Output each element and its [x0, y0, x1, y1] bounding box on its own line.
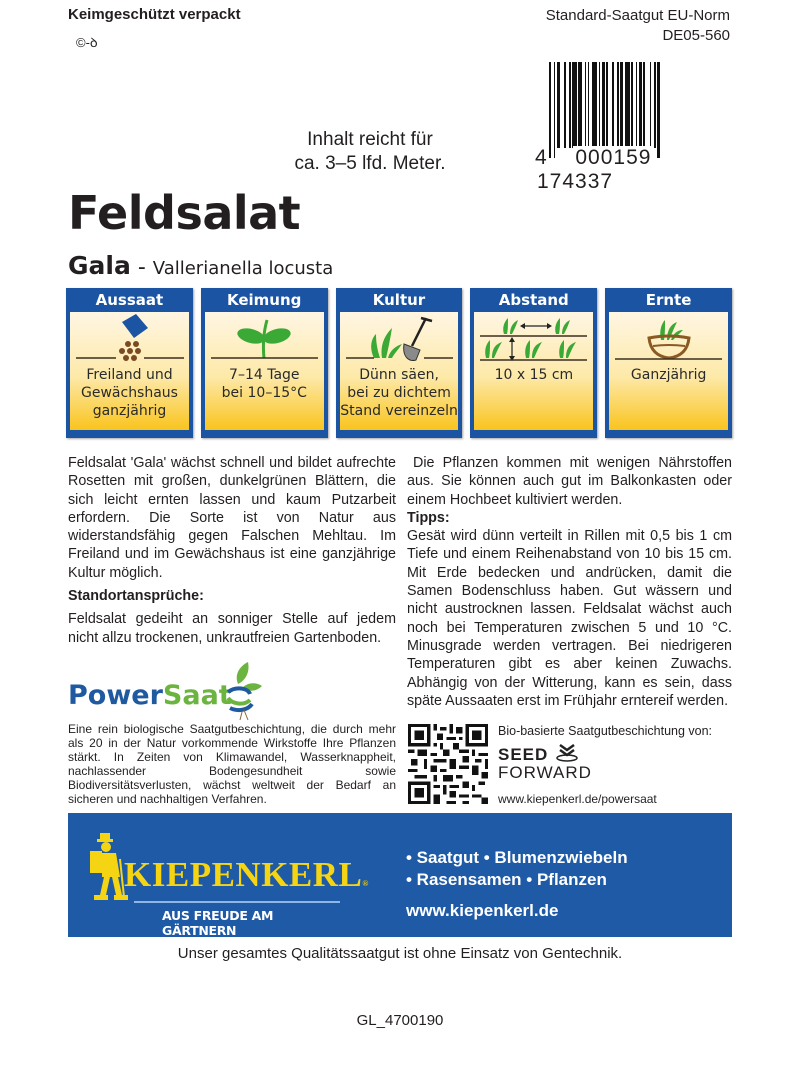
barcode-right-group: 174337: [537, 170, 614, 193]
info-text-line: Gewächshaus: [81, 385, 178, 401]
powersaat-description: Eine rein biologische Saatgutbeschichtung, die durch mehr als 20 in der Natur vorkommende Wirkstoffe Ihre Pflanzen stärkt. In Zeiten von Klimawandel, Wasserknappheit, nachlassender Bodengesundheit sowie Biodiversitätsverlusten, wächst weltweit der Bedarf an sicheren und nachhaltigen Verfahren.: [68, 722, 396, 806]
latin-name: Vallerianella locusta: [152, 258, 334, 279]
info-text-line: bei zu dichtem: [347, 385, 451, 401]
logo-divider: [134, 901, 340, 903]
info-text-line: Stand vereinzeln: [340, 403, 458, 419]
info-box-keimung: [201, 288, 328, 438]
product-subtitle: [68, 251, 333, 280]
spacing-icon: [474, 314, 593, 366]
product-range-line-2: • Rasensamen • Pflanzen: [406, 870, 607, 889]
seed-forward-arrow-icon: [554, 744, 580, 762]
bio-coating-label: Bio-basierte Saatgutbeschichtung von:: [498, 724, 713, 738]
intro-paragraph: Feldsalat 'Gala' wächst schnell und bildet aufrechte Rosetten mit großen, dunkelgrünen Blättern, die sich leicht ernten lassen und kaum Putzarbeit erfordern. Die Sorte ist von Natur aus widerstandsfähig gegen Falschen Mehltau. Im Freiland und im Gewächshaus ist eine ganzjährige Kultur möglich.: [68, 455, 396, 581]
info-box-text: [205, 366, 324, 402]
seedling-icon: [205, 314, 324, 366]
info-box-title: Kultur: [372, 291, 426, 309]
info-text-line: ganzjährig: [92, 403, 167, 419]
harvest-bowl-icon: [609, 314, 728, 366]
registered-mark: ®: [362, 879, 369, 888]
seed-forward-logo: [498, 744, 608, 784]
info-box-title: Abstand: [498, 291, 569, 309]
product-code: GL_4700190: [356, 1012, 444, 1029]
product-title: Feldsalat: [68, 186, 301, 240]
germ-protected-label: Keimgeschützt verpackt: [68, 6, 241, 23]
contents-line-2: ca. 3–5 lfd. Meter.: [294, 153, 446, 174]
barcode-first-digit: 4: [535, 146, 548, 169]
powersaat-logo-power: Power: [68, 680, 163, 711]
info-box-aussaat: [66, 288, 193, 438]
brand-name: KIEPENKERL: [124, 855, 363, 894]
info-box-text: [474, 366, 593, 384]
info-box-text: [70, 366, 189, 420]
spade-plant-icon: [340, 314, 459, 366]
standard-info: [546, 6, 730, 46]
standard-label: Standard-Saatgut EU-Norm: [545, 7, 730, 24]
brand-slogan: AUS FREUDE AM GÄRTNERN: [162, 908, 274, 938]
kiepenkerl-banner: [68, 813, 732, 937]
barcode-bars: [549, 62, 724, 154]
kiepenkerl-url[interactable]: www.kiepenkerl.de: [406, 901, 559, 920]
powersaat-url[interactable]: www.kiepenkerl.de/powersaat: [498, 792, 657, 806]
gmo-statement: Unser gesamtes Qualitätssaatgut ist ohne Einsatz von Gentechnik.: [177, 945, 623, 962]
info-box-title: Keimung: [226, 291, 302, 309]
info-box-title: Ernte: [645, 291, 692, 309]
info-box-text: [340, 366, 459, 420]
contents-line-1: Inhalt reicht für: [307, 129, 433, 150]
seed-forward-line-2: FORWARD: [498, 763, 592, 782]
variety-name: Gala: [68, 251, 131, 280]
contents-info: [270, 128, 470, 176]
kiepenkerl-wordmark: [124, 855, 369, 895]
info-box-title: Aussaat: [95, 291, 164, 309]
info-text-line: bei 10–15°C: [221, 385, 307, 401]
product-range-list: [406, 847, 628, 891]
tips-heading: Tipps:: [407, 509, 450, 526]
info-text-line: Freiland und: [86, 367, 173, 383]
location-paragraph: Feldsalat gedeiht an sonniger Stelle auf jedem nicht allzu trockenen, unkrautfreien Gartenboden.: [68, 611, 396, 646]
seed-forward-line-1: SEED: [498, 745, 549, 764]
info-text-line: 10 x 15 cm: [494, 367, 574, 383]
powersaat-leaf-icon: [218, 662, 264, 722]
subtitle-separator: -: [130, 255, 153, 280]
tips-paragraph: Gesät wird dünn verteilt in Rillen mit 0,5 bis 1 cm Tiefe und einem Reihenabstand von 10 bis 15 cm. Mit Erde bedecken und andrücken, damit die Samen Bodenschluss haben. Gut wässern und nicht austrocknen lassen. Feldsalat wächst auch noch bei Temperaturen zwischen 5 und 10 °C. Minusgrade werden vertragen. Bei niedrigeren Temperaturen gibt es aber keinen Zuwachs. Abhängig von der Witterung, kann es sein, dass späte Aussaaten erst im Frühjahr erntereif werden.: [407, 528, 732, 709]
nutrients-paragraph: Die Pflanzen kommen mit wenigen Nährstoffen aus. Sie können auch gut im Balkonkasten oder einem Hochbeet kultiviert werden.: [407, 455, 732, 508]
barcode-digits: [535, 146, 725, 194]
info-box-ernte: [605, 288, 732, 438]
info-text-line: 7–14 Tage: [229, 367, 300, 383]
qr-code[interactable]: [408, 724, 488, 804]
powersaat-logo-saat: Saat: [162, 680, 232, 711]
cultivation-info-boxes: [66, 288, 732, 438]
standard-code: DE05-560: [662, 27, 730, 44]
info-box-abstand: [470, 288, 597, 438]
barcode: [535, 62, 725, 193]
info-box-text: [609, 366, 728, 384]
description-left-column: [68, 454, 396, 647]
info-text-line: Dünn säen,: [359, 367, 439, 383]
barcode-left-group: 000159: [575, 146, 652, 169]
product-range-line-1: • Saatgut • Blumenzwiebeln: [406, 848, 628, 867]
info-box-kultur: [336, 288, 463, 438]
kiepenkerl-logo: [90, 833, 369, 938]
powersaat-logo: [68, 662, 268, 722]
sowing-icon: [70, 314, 189, 366]
copyright-mark: ©-ꝺ: [76, 35, 98, 50]
location-heading: Standortansprüche:: [68, 588, 204, 605]
description-right-column: [407, 454, 732, 710]
info-text-line: Ganzjährig: [630, 367, 707, 383]
